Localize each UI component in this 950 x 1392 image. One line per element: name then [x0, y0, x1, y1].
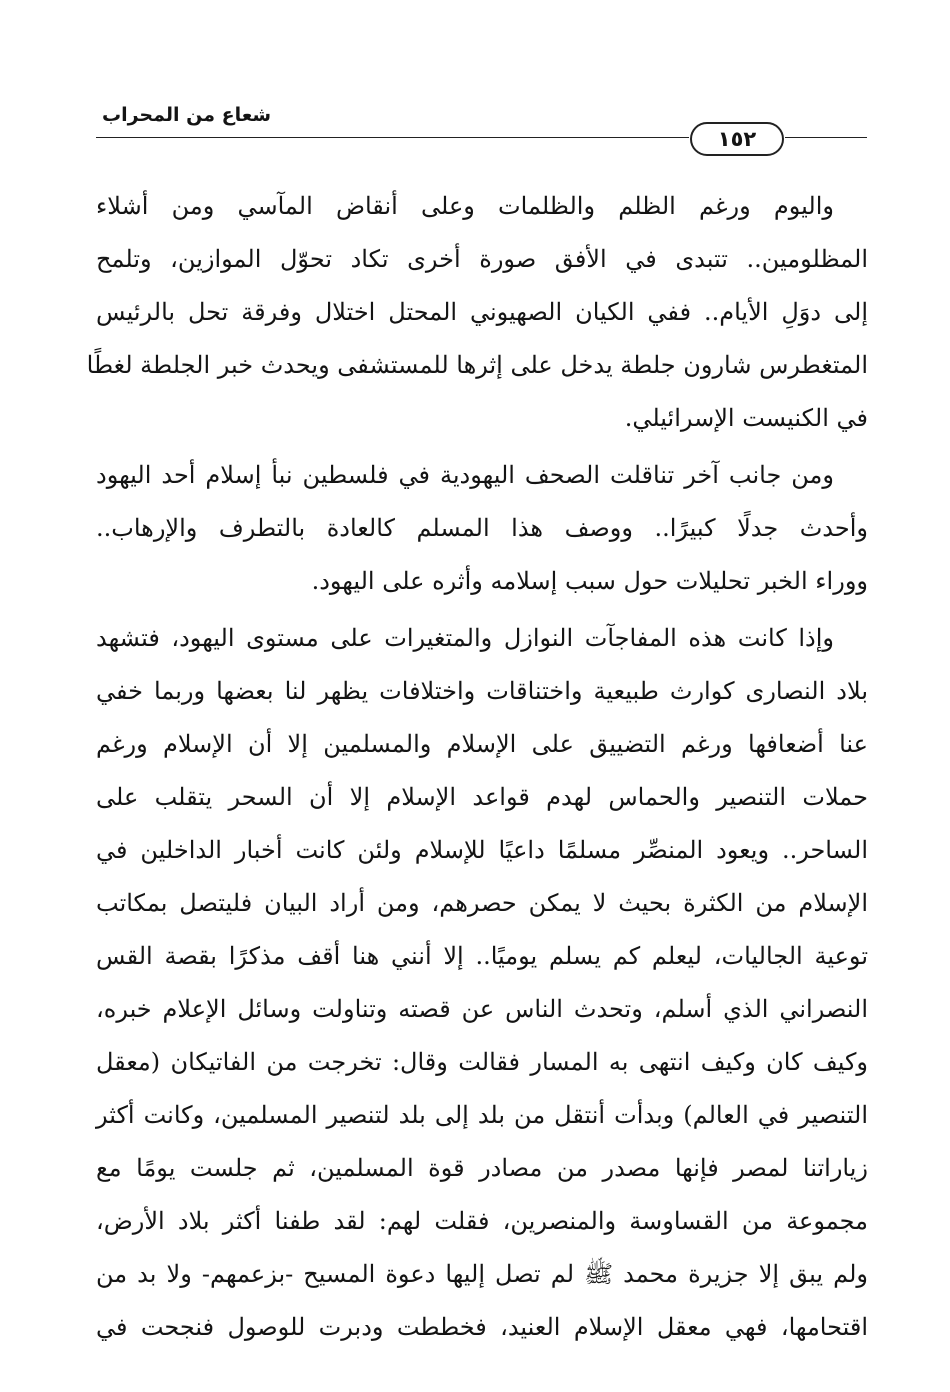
text-line: الإسلام من الكثرة بحيث لا يمكن حصرهم، ومن أراد البيان فليتصل بمكاتب [96, 889, 868, 917]
text-line: المظلومين.. تتبدى في الأفق صورة أخرى تكاد تحوّل الموازين، وتلمح [96, 245, 868, 273]
text-line: ووراء الخبر تحليلات حول سبب إسلامه وأثره على اليهود. [311, 567, 868, 595]
body-text [86, 180, 868, 1354]
text-line: ولم يبق إلا جزيرة محمد ﷺ لم تصل إليها دعوة المسيح -بزعمهم- ولا بد من [96, 1260, 868, 1288]
text-line: حملات التنصير والحماس لهدم قواعد الإسلام إلا أن السحر يتقلب على [96, 783, 868, 811]
text-line: التنصير في العالم) وبدأت أنتقل من بلد إلى بلد لتنصير المسلمين، وكانت أكثر [96, 1101, 868, 1129]
text-line: الساحر.. ويعود المنصِّر مسلمًا داعيًا للإسلام ولئن كانت أخبار الداخلين في [96, 836, 868, 864]
text-line: اقتحامها، فهي معقل الإسلام العنيد، فخططت ودبرت للوصول فنجحت في [96, 1313, 868, 1341]
page-number-badge: ١٥٢ [690, 122, 784, 156]
text-line: النصراني الذي أسلم، وتحدث الناس عن قصته وتناولت وسائل الإعلام خبره، [96, 995, 868, 1023]
text-line: وإذا كانت هذه المفاجآت النوازل والمتغيرات على مستوى اليهود، فتشهد [96, 624, 834, 652]
text-line: زياراتنا لمصر فإنها مصدر من مصادر قوة المسلمين، ثم جلست يومًا مع [96, 1154, 868, 1182]
running-head-book-title: شعاع من المحراب [102, 104, 272, 126]
text-line: وكيف كان وكيف انتهى به المسار فقالت وقال: تخرجت من الفاتيكان (معقل [96, 1048, 868, 1076]
text-line: توعية الجاليات، ليعلم كم يسلم يوميًا.. إلا أنني هنا أقف مذكرًا بقصة القس [96, 942, 868, 970]
text-line: في الكنيست الإسرائيلي. [624, 404, 868, 432]
text-line: ومن جانب آخر تناقلت الصحف اليهودية في فلسطين نبأ إسلام أحد اليهود [96, 461, 834, 489]
text-line: مجموعة من القساوسة والمنصرين، فقلت لهم: لقد طفنا أكثر بلاد الأرض، [96, 1207, 868, 1235]
text-line: واليوم ورغم الظلم والظلمات وعلى أنقاض المآسي ومن أشلاء [96, 192, 834, 220]
text-line: المتغطرس شارون جلطة يدخل على إثرها للمستشفى ويحدث خبر الجلطة لغطًا [86, 351, 868, 379]
text-line: إلى دوَلِ الأيام.. ففي الكيان الصهيوني المحتل اختلال وفرقة تحل بالرئيس [96, 298, 868, 326]
header-rule-right [785, 137, 867, 138]
text-line: عنا أضعافها ورغم التضييق على الإسلام والمسلمين إلا أن الإسلام ورغم [96, 730, 868, 758]
text-line: وأحدث جدلًا كبيرًا.. ووصف هذا المسلم كالعادة بالتطرف والإرهاب.. [96, 514, 868, 542]
text-line: بلاد النصارى كوارث طبيعية واختناقات واختلافات يظهر لنا بعضها وربما خفي [96, 677, 868, 705]
header-rule-left [96, 137, 689, 138]
